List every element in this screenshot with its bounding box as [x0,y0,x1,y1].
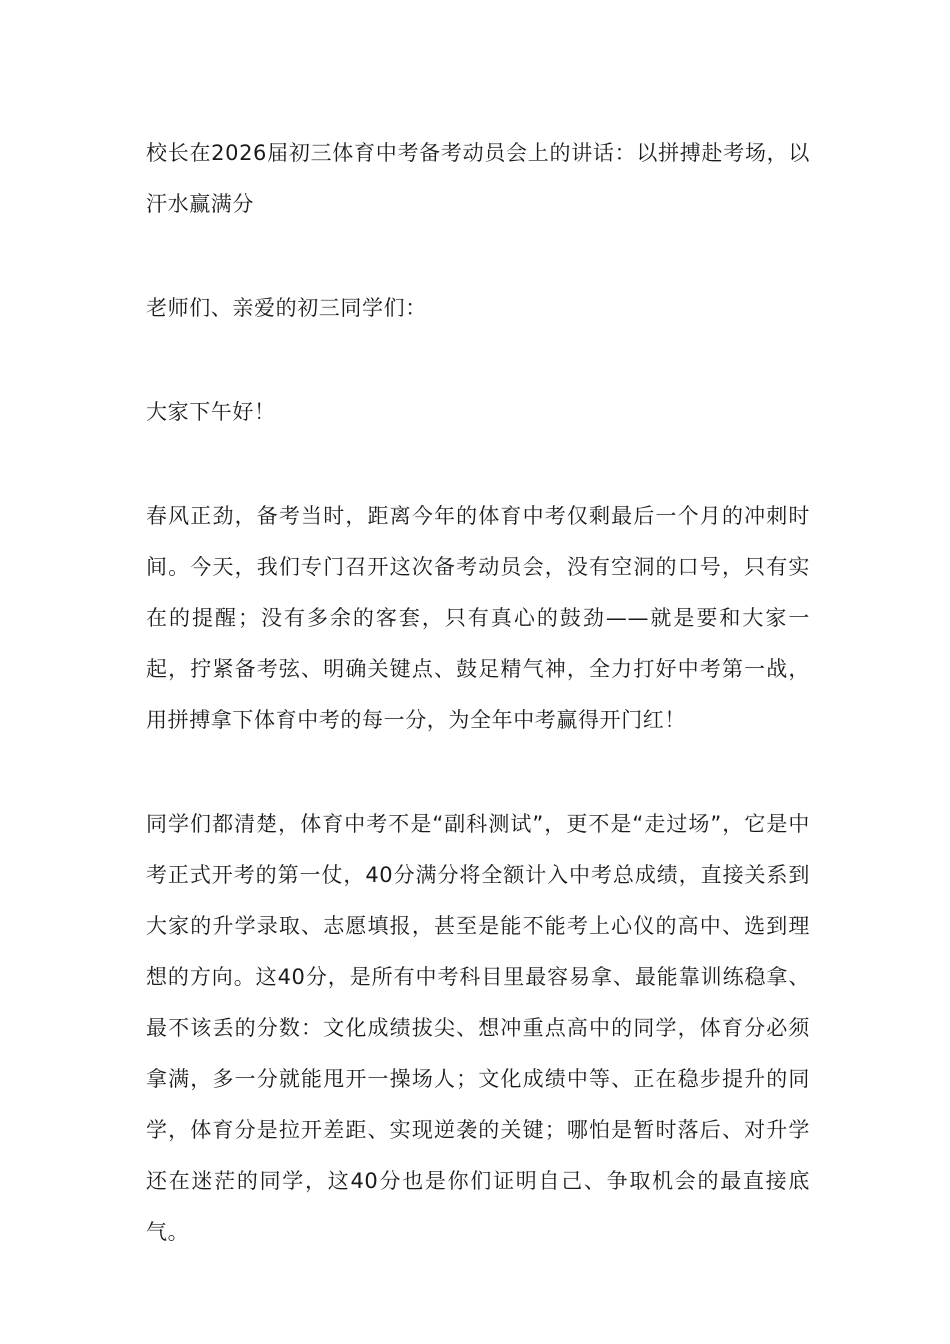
greeting: 大家下午好！ [146,400,276,424]
body-paragraph-2: 同学们都清楚，体育中考不是“副科测试”，更不是“走过场”，它是中考正式开考的第一仗，40分满分将全额计入中考总成绩，直接关系到大家的升学录取、志愿填报，甚至是能不能考上心仪的高中、选到理想的方向。这40分，是所有中考科目里最容易拿、最能靠训练稳拿、最不该丢的分数：文化成绩拔尖、想冲重点高中的同学，体育分必须拿满，多一分就能甩开一操场人；文化成绩中等、正在稳步提升的同学，体育分是拉开差距、实现逆袭的关键；哪怕是暂时落后、对升学还在迷茫的同学，这40分也是你们证明自己、争取机会的最直接底气。 [146,812,810,1244]
document-body [146,128,810,1258]
body-paragraph-1: 春风正劲，备考当时，距离今年的体育中考仅剩最后一个月的冲刺时间。今天，我们专门召开这次备考动员会，没有空洞的口号，只有实在的提醒；没有多余的客套，只有真心的鼓劲——就是要和大家一起，拧紧备考弦、明确关键点、鼓足精气神，全力打好中考第一战，用拼搏拿下体育中考的每一分，为全年中考赢得开门红！ [146,504,810,732]
salutation: 老师们、亲爱的初三同学们： [146,296,427,320]
document-title: 校长在2026届初三体育中考备考动员会上的讲话：以拼搏赴考场，以汗水赢满分 [146,141,810,216]
